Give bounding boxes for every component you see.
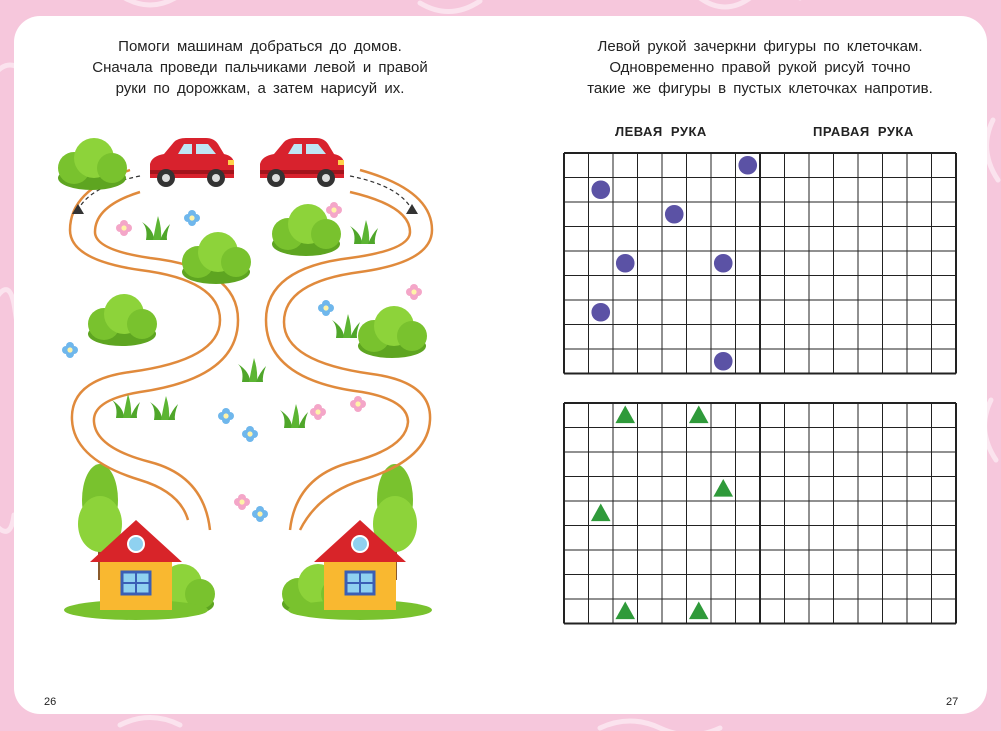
right-hand-label: ПРАВАЯ РУКА [813,124,914,139]
instruction-line: Помоги машинам добраться до домов. [118,38,402,55]
left-hand-label: ЛЕВАЯ РУКА [615,124,707,139]
grid-1 [564,153,956,374]
instruction-line: руки по дорожкам, а затем нарисуй их. [115,80,405,97]
circle-shape [714,352,733,371]
instruction-line: Сначала проведи пальчиками левой и правой [92,59,428,76]
circle-shape [665,205,684,224]
circle-shape [616,254,635,273]
instruction-line: такие же фигуры в пустых клеточках напротив. [587,80,933,97]
page-number-left: 26 [44,696,57,708]
instruction-line: Одновременно правой рукой рисуй точно [609,59,911,76]
page-number-right: 27 [946,696,959,708]
instruction-line: Левой рукой зачеркни фигуры по клеточкам. [597,38,923,55]
circle-shape [738,156,757,175]
circle-shape [714,254,733,273]
circle-shape [591,180,610,199]
circle-shape [591,303,610,322]
grid-2 [564,403,956,624]
